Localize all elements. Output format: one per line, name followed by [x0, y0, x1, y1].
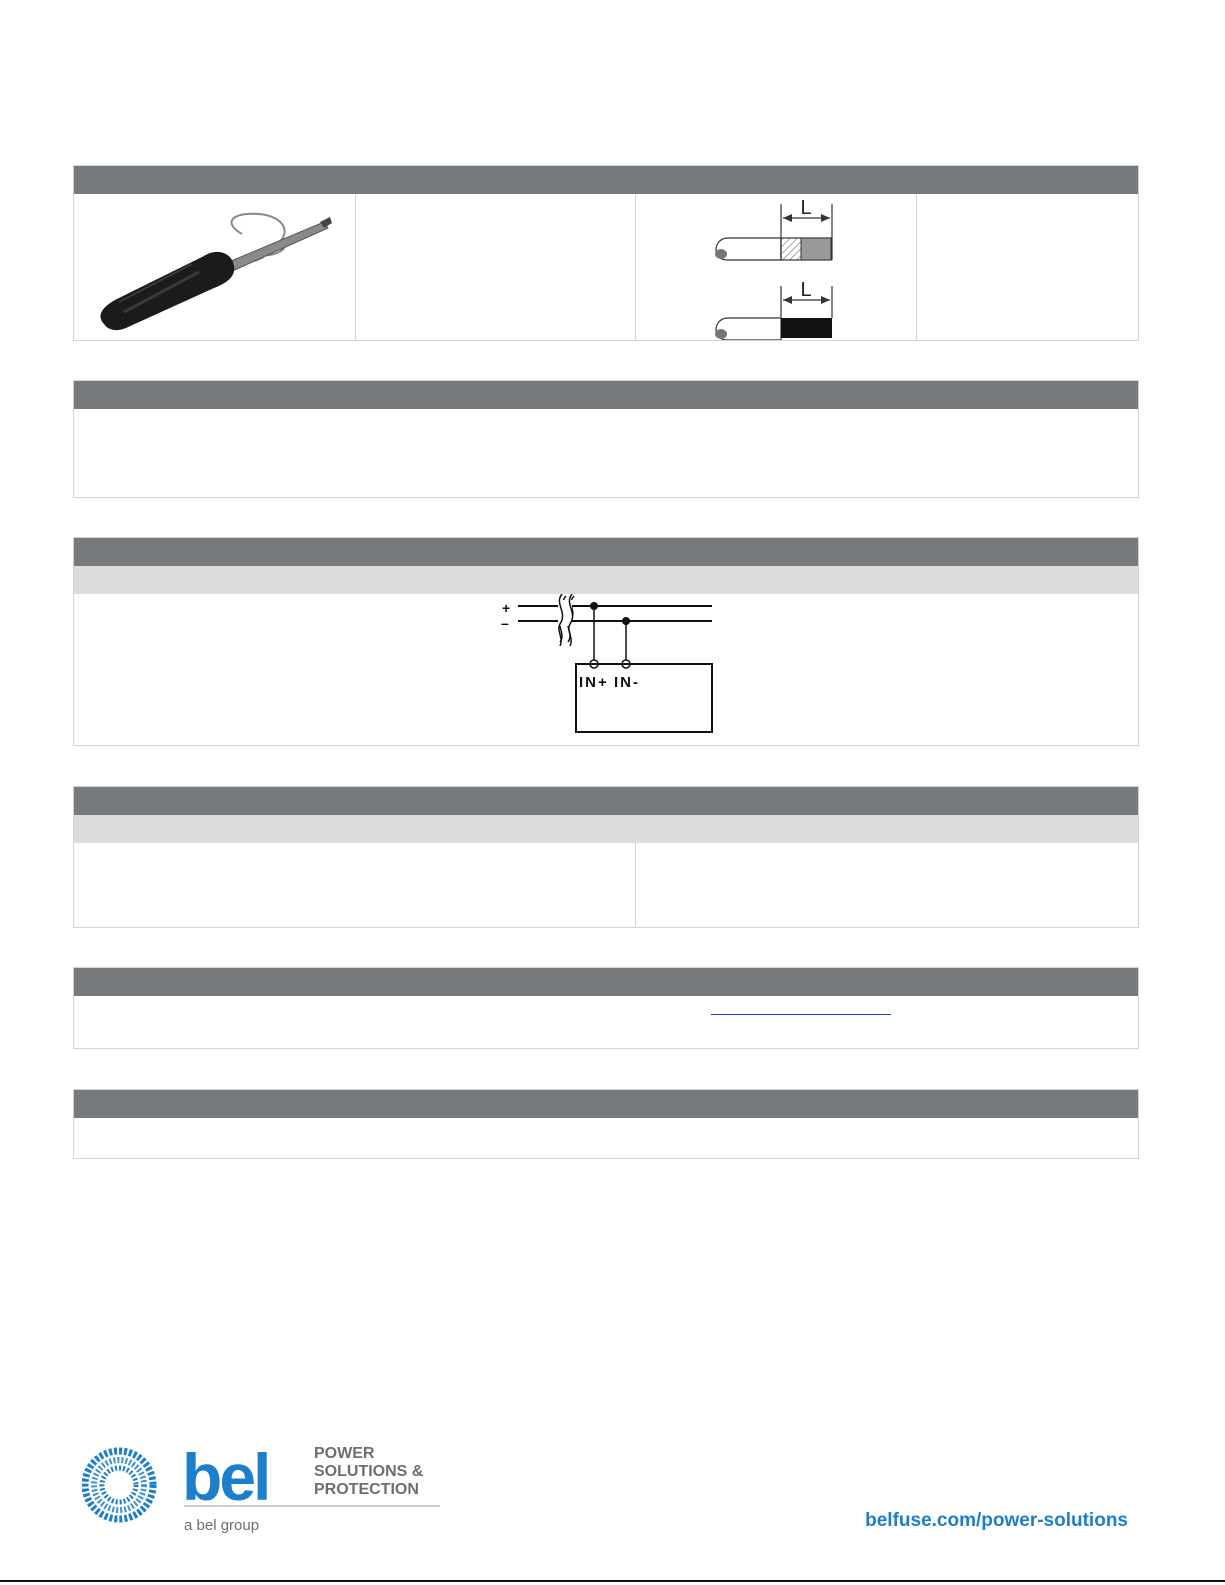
- wiring-section: [73, 537, 1139, 746]
- bottom-rule: [0, 1580, 1225, 1582]
- plus-label: +: [502, 600, 511, 616]
- section-header: [74, 787, 1138, 815]
- left-cell: [74, 843, 636, 927]
- logo-line2: SOLUTIONS &: [314, 1463, 424, 1480]
- section-subheader: [74, 566, 1138, 594]
- globe-dots-icon: [85, 1451, 153, 1519]
- reference-section: [73, 967, 1139, 1049]
- notes-section: [73, 380, 1139, 498]
- minus-label: –: [501, 615, 509, 631]
- tool-spec-cell: [356, 194, 636, 340]
- strip-length-cell: [636, 194, 917, 340]
- logo-line1: POWER: [314, 1445, 375, 1462]
- section-header: [74, 968, 1138, 996]
- logo-tagline: a bel group: [184, 1517, 260, 1534]
- in-plus-label: IN+: [579, 674, 609, 691]
- section-subheader: [74, 815, 1138, 843]
- section-header: [74, 166, 1138, 194]
- strip-dim-label-top: L: [800, 197, 812, 219]
- in-minus-label: IN-: [614, 674, 640, 691]
- company-logo: [82, 1440, 462, 1545]
- right-cell: [636, 843, 1138, 927]
- two-column-section: [73, 786, 1139, 928]
- section-header: [74, 381, 1138, 409]
- screwdriver-cell: [74, 194, 356, 340]
- strip-dim-label-bottom: L: [800, 279, 812, 301]
- screwdriver-illustration: [74, 194, 356, 340]
- input-wiring-diagram: [74, 594, 1138, 745]
- final-section: [73, 1089, 1139, 1159]
- tools-section: [73, 165, 1139, 341]
- footer-website-link[interactable]: belfuse.com/power-solutions: [865, 1510, 1128, 1531]
- hyperlink[interactable]: [711, 1014, 891, 1015]
- logo-mark: bel: [182, 1440, 269, 1514]
- logo-line3: PROTECTION: [314, 1481, 419, 1498]
- section-header: [74, 538, 1138, 566]
- section-header: [74, 1090, 1138, 1118]
- strip-spec-cell: [917, 194, 1138, 340]
- wire-strip-diagram: [636, 194, 917, 340]
